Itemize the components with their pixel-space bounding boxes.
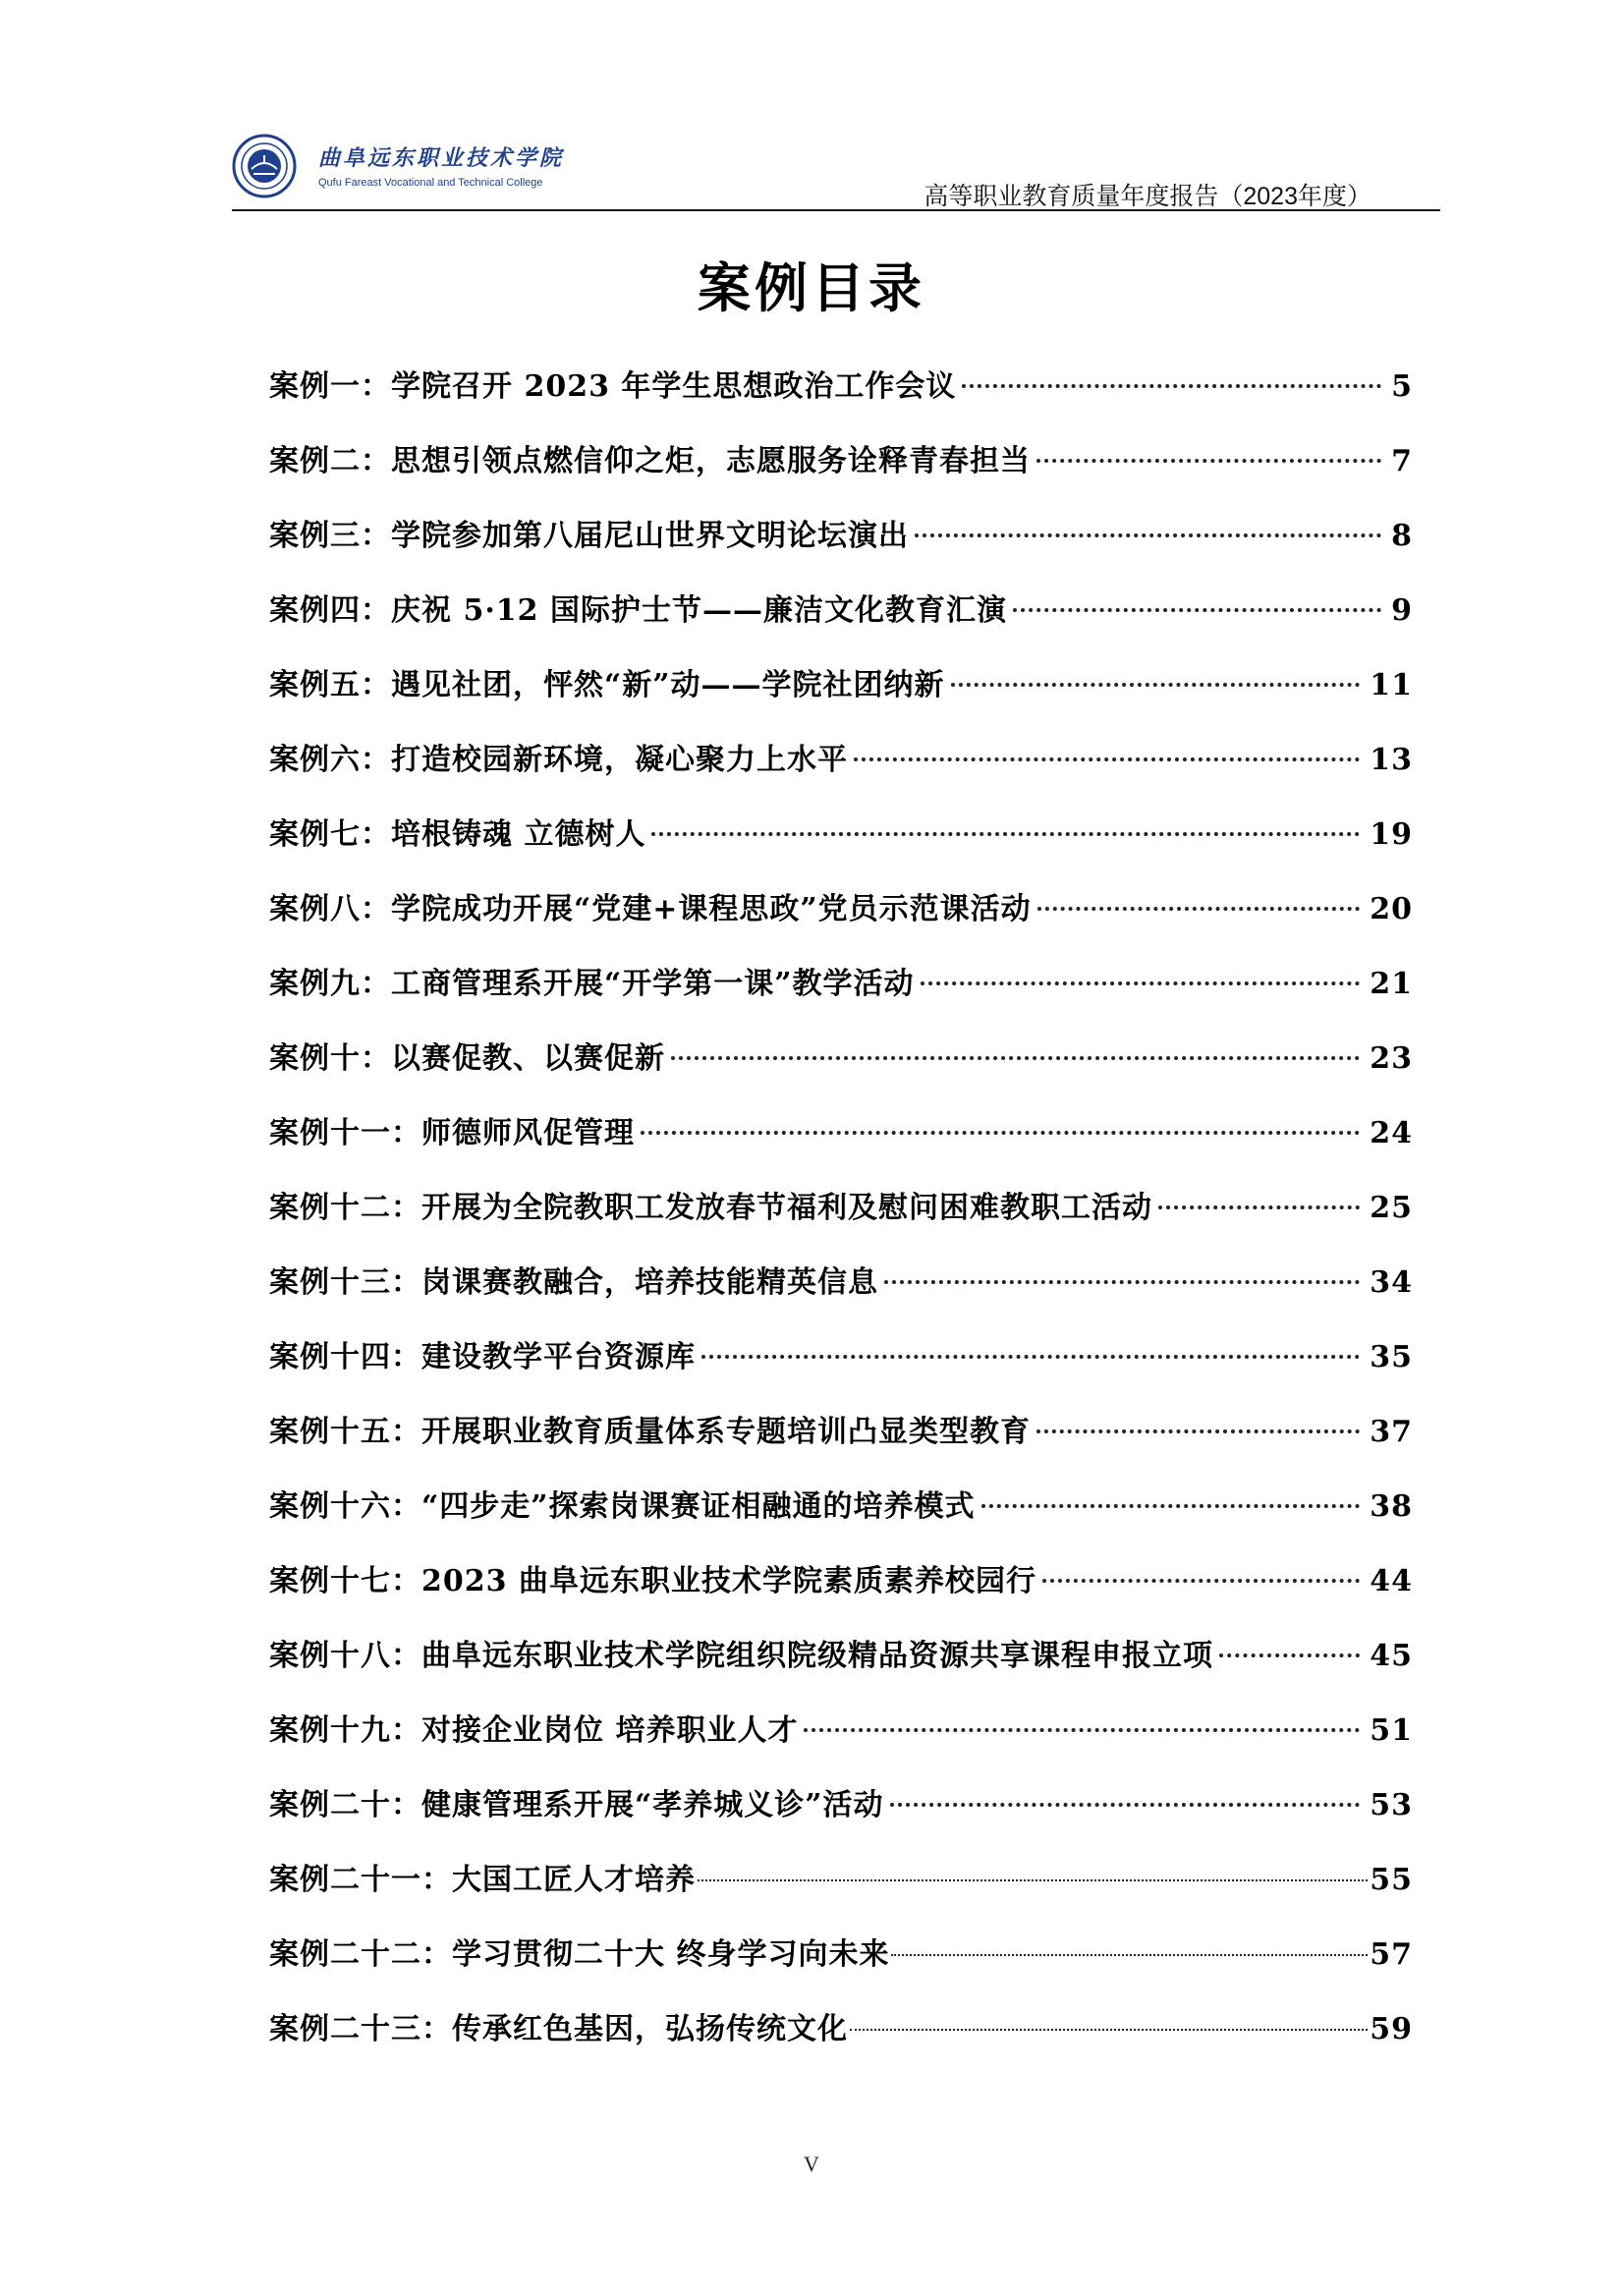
toc-page-number: 24 <box>1370 1116 1413 1150</box>
toc-entry[interactable] <box>269 1030 1413 1104</box>
toc-entry[interactable] <box>269 1776 1413 1851</box>
toc-entry-text <box>269 1328 696 1387</box>
toc-entry-text <box>269 806 645 865</box>
toc-dot-leader <box>698 1879 1368 1881</box>
toc-entry-label: 案例二十二： <box>269 1937 452 1972</box>
toc-entry-title: 学院召开 2023 年学生思想政治工作会议 <box>391 369 957 404</box>
toc-entry[interactable] <box>269 1179 1413 1254</box>
toc-entry-title: 学院参加第八届尼山世界文明论坛演出 <box>391 519 909 553</box>
toc-entry-title: 师德师风促管理 <box>421 1116 635 1150</box>
toc-page-number: 11 <box>1370 668 1413 702</box>
toc-page-number: 35 <box>1370 1340 1413 1374</box>
toc-entry-title: 大国工匠人才培养 <box>452 1863 696 1897</box>
toc-entry-text <box>269 1627 1213 1686</box>
toc-entry[interactable] <box>269 731 1413 806</box>
toc-entry[interactable] <box>269 1926 1413 2000</box>
toc-entry-text <box>269 1104 635 1163</box>
toc-entry-text <box>269 1403 1031 1462</box>
toc-entry-label: 案例十二： <box>269 1191 421 1225</box>
toc-entry-title: “四步走”探索岗课赛证相融通的培养模式 <box>421 1489 976 1524</box>
toc-entry-title: 学院成功开展“党建+课程思政”党员示范课活动 <box>391 892 1032 926</box>
toc-dot-leader <box>1158 1205 1360 1209</box>
toc-dot-leader <box>962 384 1381 388</box>
toc-entry-label: 案例二十： <box>269 1788 421 1822</box>
toc-dot-leader <box>951 683 1361 687</box>
toc-entry[interactable] <box>269 1702 1413 1776</box>
toc-page-number: 59 <box>1370 2012 1413 2046</box>
toc-entry-text <box>269 1776 884 1835</box>
page-header <box>232 126 1440 210</box>
toc-entry-text <box>269 1702 798 1761</box>
toc-entry-label: 案例二十一： <box>269 1863 452 1897</box>
toc-entry[interactable] <box>269 1478 1413 1552</box>
toc-entry-label: 案例十六： <box>269 1489 421 1524</box>
toc-page-number: 9 <box>1391 593 1413 628</box>
toc-page-number: 37 <box>1370 1415 1413 1449</box>
toc-entry[interactable] <box>269 880 1413 955</box>
toc-dot-leader <box>701 1355 1360 1359</box>
toc-page-number: 38 <box>1370 1489 1413 1524</box>
toc-entry-label: 案例十一： <box>269 1116 421 1150</box>
toc-entry[interactable] <box>269 1403 1413 1478</box>
toc-entry-label: 案例一： <box>269 369 391 404</box>
toc-entry[interactable] <box>269 2000 1413 2075</box>
toc-entry-label: 案例十四： <box>269 1340 421 1374</box>
toc-dot-leader <box>1219 1653 1360 1657</box>
toc-dot-leader <box>921 981 1361 985</box>
toc-entry-label: 案例六： <box>269 743 391 777</box>
toc-entry-title: 开展为全院教职工发放春节福利及慰问困难教职工活动 <box>421 1191 1152 1225</box>
toc-entry[interactable] <box>269 656 1413 731</box>
toc-page-number: 5 <box>1391 369 1413 404</box>
toc-entry-text <box>269 1254 878 1313</box>
toc-page-number: 51 <box>1370 1713 1413 1748</box>
toc-page-number: 21 <box>1370 967 1413 1001</box>
toc-entry-title: 对接企业岗位 培养职业人才 <box>421 1713 799 1748</box>
toc-entry-text <box>269 1030 665 1089</box>
toc-entry-label: 案例七： <box>269 817 391 852</box>
toc-dot-leader <box>641 1131 1360 1135</box>
toc-entry-title: 开展职业教育质量体系专题培训凸显类型教育 <box>421 1415 1031 1449</box>
toc-entry-label: 案例三： <box>269 519 391 553</box>
toc-entry-title: 2023 曲阜远东职业技术学院素质素养校园行 <box>421 1564 1036 1598</box>
toc-dot-leader <box>891 1954 1368 1956</box>
toc-entry-label: 案例八： <box>269 892 391 926</box>
toc-entry[interactable] <box>269 1104 1413 1179</box>
toc-dot-leader <box>671 1056 1360 1060</box>
toc-entry-title: 健康管理系开展“孝养城义诊”活动 <box>421 1788 884 1822</box>
toc-entry-label: 案例十九： <box>269 1713 421 1748</box>
toc-entry-text <box>269 955 915 1014</box>
toc-page-number: 7 <box>1391 444 1413 478</box>
toc-entry-text <box>269 358 956 417</box>
toc-entry[interactable] <box>269 1254 1413 1328</box>
toc-entry-text <box>269 731 848 790</box>
toc-entry[interactable] <box>269 1552 1413 1627</box>
toc-entry-label: 案例二十三： <box>269 2012 452 2046</box>
toc-entry-label: 案例十八： <box>269 1639 421 1673</box>
toc-entry[interactable] <box>269 358 1413 432</box>
toc-dot-leader <box>884 1280 1360 1284</box>
toc-entry-text <box>269 1478 976 1537</box>
toc-page-number: 57 <box>1370 1937 1413 1972</box>
toc-entry-title: 打造校园新环境，凝心聚力上水平 <box>391 743 848 777</box>
toc-dot-leader <box>854 757 1360 761</box>
toc-page-number: 45 <box>1370 1639 1413 1673</box>
toc-dot-leader <box>1042 1579 1360 1583</box>
toc-entry-label: 案例九： <box>269 967 391 1001</box>
toc-entry[interactable] <box>269 806 1413 880</box>
toc-page-number: 23 <box>1370 1041 1413 1076</box>
toc-entry-text <box>269 507 909 566</box>
toc-entry-title: 传承红色基因，弘扬传统文化 <box>452 2012 848 2046</box>
toc-dot-leader <box>1036 1429 1360 1433</box>
toc-entry-text <box>269 656 945 715</box>
toc-entry-text <box>269 432 1031 491</box>
toc-page-number: 8 <box>1391 519 1413 553</box>
toc-entry-text <box>269 582 1007 641</box>
toc-entry-title: 培根铸魂 立德树人 <box>391 817 646 852</box>
toc-entry-label: 案例十： <box>269 1041 391 1076</box>
toc-entry[interactable] <box>269 507 1413 582</box>
toc-entry-label: 案例五： <box>269 668 391 702</box>
toc-entry[interactable] <box>269 955 1413 1030</box>
toc-dot-leader <box>1036 459 1381 463</box>
toc-page-number: 19 <box>1370 817 1413 852</box>
toc-page-number: 13 <box>1370 743 1413 777</box>
header-divider <box>232 209 1440 211</box>
toc-entry-label: 案例四： <box>269 593 391 628</box>
page-number: V <box>804 2152 819 2176</box>
toc-dot-leader <box>915 533 1381 537</box>
toc-entry[interactable] <box>269 582 1413 656</box>
toc-page-number: 25 <box>1370 1191 1413 1225</box>
toc-page-number: 55 <box>1370 1863 1413 1897</box>
college-name-en: Qufu Fareast Vocational and Technical College <box>318 177 543 189</box>
toc-entry-title: 学习贯彻二十大 终身学习向未来 <box>452 1937 890 1972</box>
toc-entry-text <box>269 1552 1036 1611</box>
toc-page-number: 44 <box>1370 1564 1413 1598</box>
toc-dot-leader <box>1013 608 1381 612</box>
toc-entry[interactable] <box>269 432 1413 507</box>
toc-dot-leader <box>651 832 1360 836</box>
toc-page-number: 20 <box>1370 892 1413 926</box>
toc-dot-leader <box>981 1504 1361 1508</box>
toc-entry-title: 思想引领点燃信仰之炬，志愿服务诠释青春担当 <box>391 444 1031 478</box>
toc-dot-leader <box>804 1728 1360 1732</box>
toc-entry-title: 遇见社团，怦然“新”动——学院社团纳新 <box>391 668 945 702</box>
toc-page-number: 53 <box>1370 1788 1413 1822</box>
toc-entry-label: 案例十三： <box>269 1265 421 1300</box>
toc-entry-title: 以赛促教、以赛促新 <box>391 1041 665 1076</box>
toc-entry-text <box>269 2000 848 2059</box>
toc-entry-label: 案例二： <box>269 444 391 478</box>
college-name-cn: 曲阜远东职业技术学院 <box>318 145 565 171</box>
page-title: 案例目录 <box>698 257 925 319</box>
report-title: 高等职业教育质量年度报告（2023年度） <box>923 183 1371 210</box>
toc-dot-leader <box>850 2029 1368 2031</box>
toc-entry[interactable] <box>269 1627 1413 1702</box>
toc-list <box>269 358 1413 2075</box>
toc-page-number: 34 <box>1370 1265 1413 1300</box>
toc-entry-title: 岗课赛教融合，培养技能精英信息 <box>421 1265 878 1300</box>
toc-entry-title: 建设教学平台资源库 <box>421 1340 696 1374</box>
toc-entry-text <box>269 1926 889 1985</box>
toc-dot-leader <box>1037 907 1361 911</box>
toc-entry-text <box>269 1179 1152 1238</box>
toc-entry-label: 案例十五： <box>269 1415 421 1449</box>
college-seal-icon <box>232 134 297 198</box>
toc-entry-title: 曲阜远东职业技术学院组织院级精品资源共享课程申报立项 <box>421 1639 1213 1673</box>
toc-entry[interactable] <box>269 1851 1413 1926</box>
toc-entry-title: 庆祝 5·12 国际护士节——廉洁文化教育汇演 <box>391 593 1007 628</box>
toc-entry-label: 案例十七： <box>269 1564 421 1598</box>
toc-entry-text <box>269 880 1032 939</box>
toc-dot-leader <box>890 1803 1361 1807</box>
toc-entry-title: 工商管理系开展“开学第一课”教学活动 <box>391 967 915 1001</box>
toc-entry-text <box>269 1851 696 1910</box>
toc-entry[interactable] <box>269 1328 1413 1403</box>
